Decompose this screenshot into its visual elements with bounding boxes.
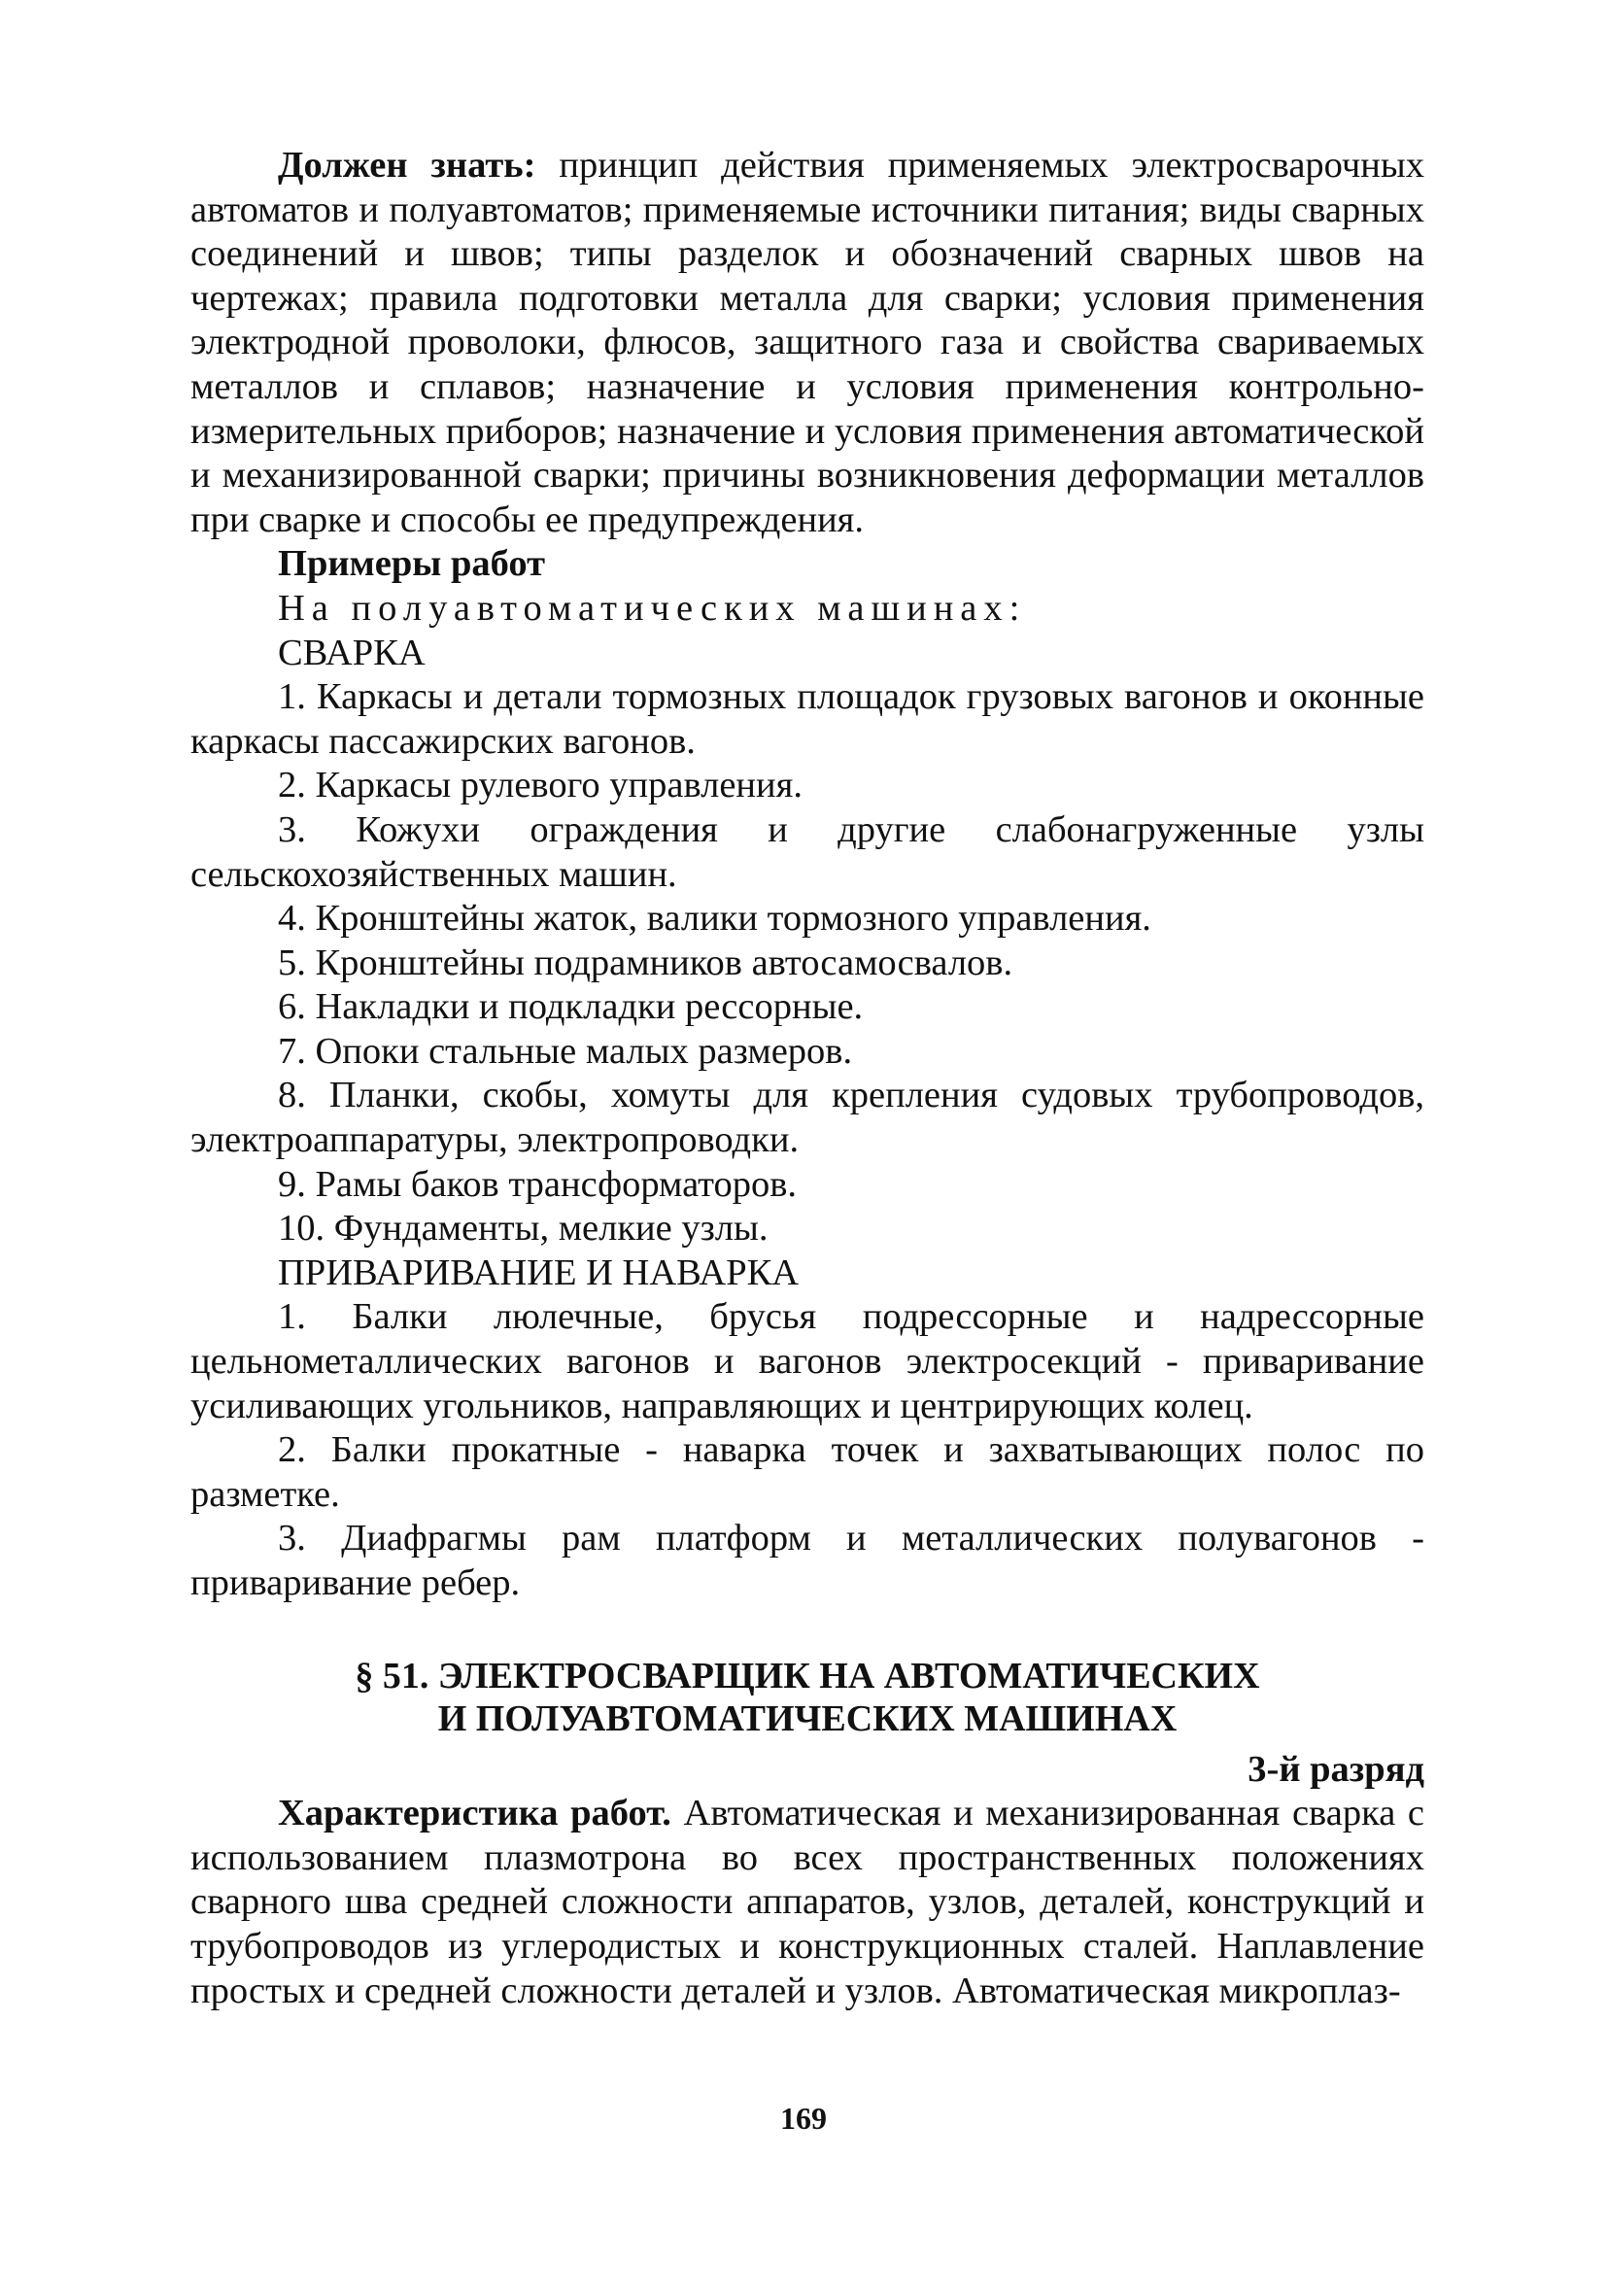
page-body [190,144,1424,2013]
section-title-line-1: § 51. ЭЛЕКТРОСВАРЩИК НА АВТОМАТИЧЕСКИХ [355,1655,1260,1696]
list-item: 10. Фундаменты, мелкие узлы. [278,1208,769,1250]
page-number: 169 [780,2101,827,2136]
list-item: 3. Диафрагмы рам платформ и металлических полувагонов - приваривание ребер. [190,1518,1424,1603]
attach-heading: ПРИВАРИВАНИЕ И НАВАРКА [278,1251,800,1293]
welding-heading: СВАРКА [278,632,426,673]
section-title [190,1655,1424,1740]
list-item: 2. Каркасы рулевого управления. [278,765,803,806]
examples-heading: Примеры работ [278,543,546,585]
list-item: 3. Кожухи ограждения и другие слабонагруженные узлы сельскохозяйственных машин. [190,808,1424,895]
list-item: 7. Опоки стальные малых размеров. [278,1030,853,1072]
list-item: 2. Балки прокатные - наварка точек и захватывающих полос по разметке. [190,1429,1424,1515]
list-item: 8. Планки, скобы, хомуты для крепления судовых трубопроводов, электроаппаратуры, электропроводки. [190,1075,1424,1161]
grade-label: 3-й разряд [1248,1748,1424,1790]
characteristic-label: Характеристика работ. [278,1793,671,1834]
knowledge-label: Должен знать: [278,145,536,186]
knowledge-text: принцип действия применяемых электросварочных автоматов и полуавтоматов; применяемые источники питания; виды сварных соединений и швов; типы разделок и обозначений сварных швов на чертежах; правила подготовки металла для сварки; условия применения электродной проволоки, флюсов, защитного газа и свойства свариваемых металлов и сплавов; назначение и условия применения контрольно-измерительных приборов; назначение и условия применения автоматической и механизированной сварки; причины возникновения деформации металлов при сварке и способы ее предупреждения. [190,145,1424,540]
knowledge-paragraph [190,144,1424,542]
list-item: 1. Балки люлечные, брусья подрессорные и надрессорные цельнометаллических вагонов и вагонов электросекций - приваривание усиливающих угольников, направляющих и центрирующих колец. [190,1296,1424,1426]
machines-line: На полуавтоматических машинах: [278,587,1027,629]
list-item: 6. Накладки и подкладки рессорные. [278,986,864,1028]
characteristic-text: Автоматическая и механизированная сварка с использованием плазмотрона во всех пространственных положениях сварного шва средней сложности аппаратов, узлов, деталей, конструкций и трубопроводов из углеродистых и конструкционных сталей. Наплавление простых и средней сложности деталей и узлов. Автоматическая микроплаз- [190,1793,1424,2011]
characteristic-paragraph [190,1792,1424,2013]
list-item: 1. Каркасы и детали тормозных площадок грузовых вагонов и оконные каркасы пассажирских вагонов. [190,676,1424,762]
list-item: 4. Кронштейны жаток, валики тормозного управления. [278,898,1151,940]
list-item: 5. Кронштейны подрамников автосамосвалов. [278,942,1013,983]
section-title-line-2: И ПОЛУАВТОМАТИЧЕСКИХ МАШИНАХ [437,1697,1178,1739]
list-item: 9. Рамы баков трансформаторов. [278,1163,798,1205]
